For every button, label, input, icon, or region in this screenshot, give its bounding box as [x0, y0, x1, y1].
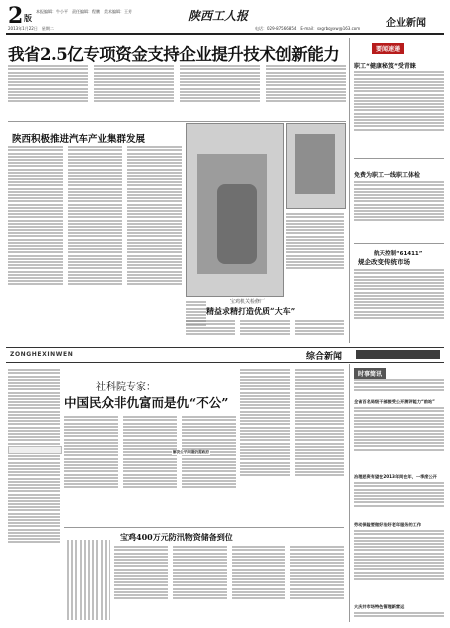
right-col-divider: [349, 38, 350, 343]
page-number: 2: [8, 3, 24, 29]
section-name: 企业新闻: [386, 18, 426, 29]
commentary-headline: 中国民众非仇富而是仇“不公”: [64, 395, 229, 410]
commentary-kicker: 社科院专家：: [96, 382, 156, 393]
lower-left-subhead: [8, 446, 62, 454]
lead-divider: [8, 121, 346, 122]
bottom-body: [114, 545, 344, 621]
masthead: [0, 0, 450, 34]
contact-line: 电话：029-87566854 E-mail：sxgrbqyxw@163.com: [255, 26, 361, 31]
right-bottom-intro: [354, 378, 444, 396]
right-col-badge: 要闻速递: [372, 43, 404, 54]
section-bar-fill: [356, 350, 440, 359]
lower-left-body: [8, 368, 60, 618]
photo-story-headline: 精益求精打造优质“大车”: [206, 306, 296, 316]
lead-headline: 我省2.5亿专项资金支持企业提升技术创新能力: [8, 45, 340, 64]
right-item2-body: [354, 180, 444, 240]
article2-headline: 陕西积极推进汽车产业集群发展: [12, 134, 146, 145]
photo-story-kicker: 宝鸡机关检修厂: [230, 299, 266, 305]
brief1-body: [354, 406, 444, 470]
center-right-body: [240, 368, 344, 523]
right-item1-headline: 职工“健康秘笈”受青睐: [354, 63, 416, 70]
masthead-rule: [6, 33, 444, 35]
right-item2-headline: 免费为职工一线职工体检: [354, 172, 421, 179]
right-item3-headline: 航天控制“61411”: [374, 251, 423, 257]
brief2-headline: 治理恶资有望在2013年间在年，一季度公开: [354, 474, 437, 479]
edition-label: 版: [24, 14, 32, 23]
commentary-subhead: 解决公平问题仍需政府: [173, 450, 209, 454]
bottom-vertical-text: [66, 540, 110, 620]
brief2-body: [354, 481, 444, 519]
lead-body: [8, 64, 346, 118]
side-photo: [286, 123, 346, 209]
brief3-body: [354, 529, 444, 601]
date-line: 2013年1月22日 星期二: [8, 26, 54, 31]
right-item-rule1: [354, 158, 444, 159]
right-item3-body: [354, 268, 444, 343]
section-pinyin: ZONGHEXINWEN: [10, 351, 74, 358]
section-title: 综合新闻: [306, 352, 343, 362]
brief3-headline: 劳动保险要做好治好老年服务的工作: [354, 522, 422, 527]
bottom-headline: 宝鸡400万元防汛物资储备到位: [120, 532, 233, 542]
section-bar: [6, 347, 444, 363]
bottom-divider: [64, 527, 344, 528]
article2-body: [8, 145, 182, 343]
right-item3-subhead: 规企改变传统市场: [358, 258, 410, 266]
brief1-headline: 全省百名局级干部接受公开测评能力“前站”: [354, 399, 435, 404]
brief4-headline: 大庆井市场特色管理新营运: [354, 604, 405, 609]
lead-photo: [186, 123, 284, 297]
right-item1-body: [354, 70, 444, 156]
photo-story-body: [186, 319, 344, 343]
right-bottom-divider: [349, 364, 350, 622]
commentary-body: [64, 415, 236, 521]
paper-name: 陕西工人报: [188, 9, 249, 23]
brief4-body: [354, 611, 444, 623]
right-bottom-badge: 时事简讯: [354, 368, 386, 379]
side-photo-caption: [286, 212, 344, 294]
staff-line: 本报编辑：牛小平 责任编辑：程鹏 美术编辑：王芳: [36, 9, 132, 14]
right-item-rule2: [354, 243, 444, 244]
